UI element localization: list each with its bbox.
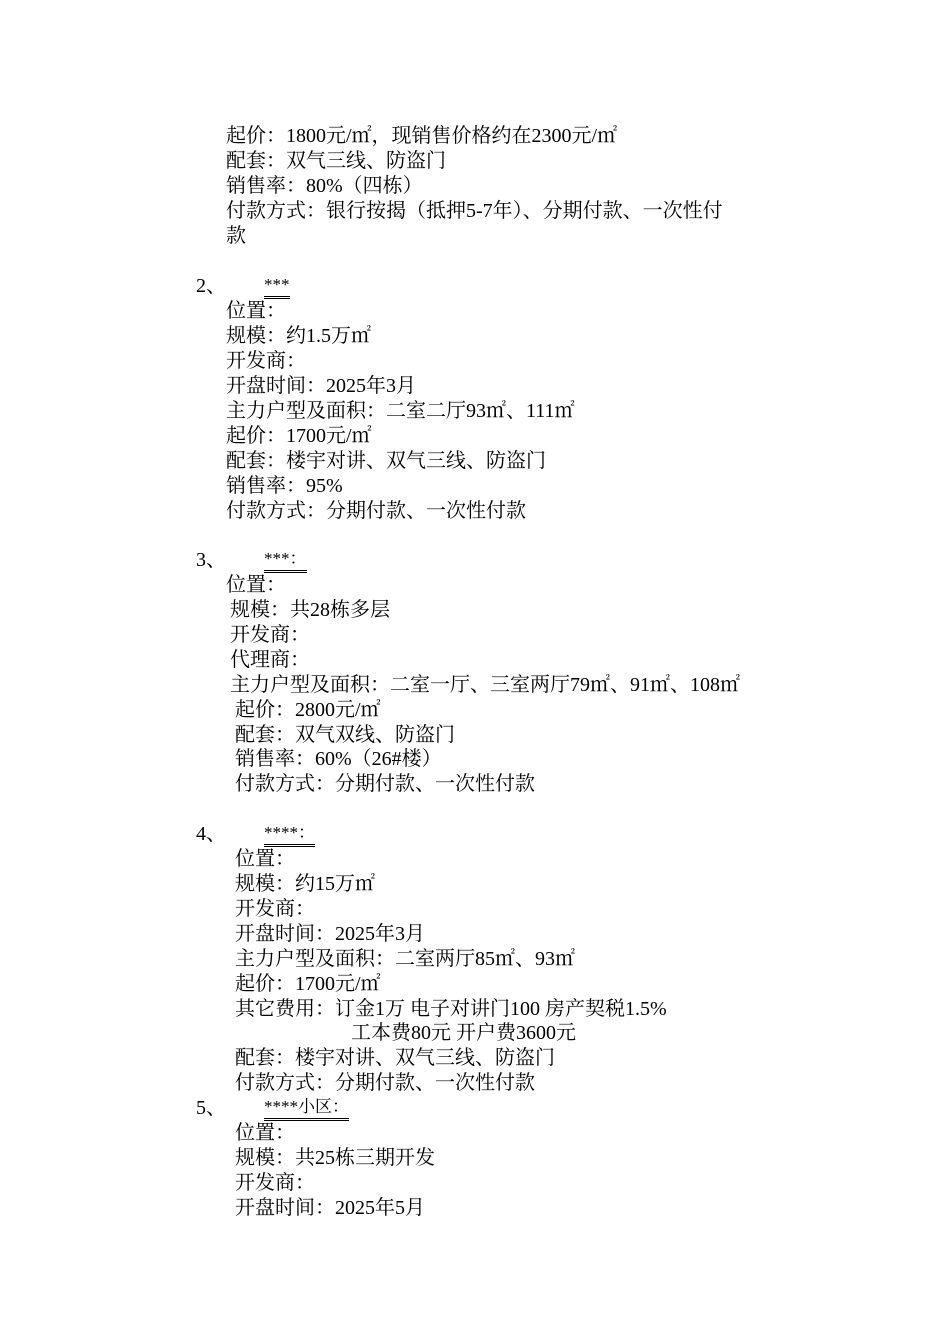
section3-facilities: 配套：双气双线、防盗门 [235, 724, 455, 746]
section5-opening: 开盘时间：2025年5月 [235, 1197, 425, 1219]
section2-developer: 开发商： [226, 350, 306, 372]
section2-unit-types: 主力户型及面积：二室二厅93㎡、111㎡ [226, 400, 575, 422]
section3-price: 起价：2800元/㎡ [235, 699, 381, 721]
section5-title: ****小区： [264, 1096, 349, 1121]
section4-opening: 开盘时间：2025年3月 [235, 923, 425, 945]
section3-number: 3、 [196, 549, 226, 571]
section2-title: *** [264, 274, 290, 299]
section1-sales-rate: 销售率：80%（四栋） [226, 175, 423, 197]
section1-payment-line2: 款 [226, 225, 246, 247]
section4-price: 起价：1700元/㎡ [235, 973, 381, 995]
section2-location: 位置： [226, 300, 286, 322]
section4-number: 4、 [196, 823, 226, 845]
section5-number: 5、 [196, 1097, 226, 1119]
section4-scale: 规模：约15万㎡ [235, 873, 375, 895]
section5-developer: 开发商： [235, 1172, 315, 1194]
section4-facilities: 配套：楼宇对讲、双气三线、防盗门 [235, 1047, 555, 1069]
section2-sales-rate: 销售率：95% [226, 475, 343, 497]
section5-scale: 规模：共25栋三期开发 [235, 1147, 435, 1169]
section4-other-fees-line1: 其它费用：订金1万 电子对讲门100 房产契税1.5% [235, 998, 667, 1020]
section2-scale: 规模：约1.5万㎡ [226, 325, 371, 347]
section2-number: 2、 [196, 275, 226, 297]
section3-developer: 开发商： [230, 624, 310, 646]
section3-title: ***： [264, 548, 307, 573]
section4-developer: 开发商： [235, 898, 315, 920]
section2-opening: 开盘时间：2025年3月 [226, 375, 416, 397]
section3-location: 位置： [226, 574, 286, 596]
section4-location: 位置： [235, 848, 295, 870]
section1-payment-line1: 付款方式：银行按揭（抵押5-7年）、分期付款、一次性付 [226, 200, 723, 222]
section2-price: 起价：1700元/㎡ [226, 425, 372, 447]
section4-title: ****： [264, 822, 315, 847]
section2-facilities: 配套：楼宇对讲、双气三线、防盗门 [226, 450, 546, 472]
section1-price: 起价：1800元/㎡，现销售价格约在2300元/㎡ [226, 125, 618, 147]
section4-payment: 付款方式：分期付款、一次性付款 [235, 1072, 535, 1094]
section3-sales-rate: 销售率：60%（26#楼） [235, 748, 442, 770]
section3-payment: 付款方式：分期付款、一次性付款 [235, 773, 535, 795]
section3-scale: 规模：共28栋多层 [230, 599, 390, 621]
section5-location: 位置： [235, 1122, 295, 1144]
section1-facilities: 配套：双气三线、防盗门 [226, 150, 446, 172]
section2-payment: 付款方式：分期付款、一次性付款 [226, 500, 526, 522]
section3-agent: 代理商： [230, 649, 310, 671]
section4-unit-types: 主力户型及面积：二室两厅85㎡、93㎡ [235, 948, 575, 970]
section3-unit-types: 主力户型及面积：二室一厅、三室两厅79㎡、91㎡、108㎡ [230, 674, 740, 696]
section4-other-fees-line2: 工本费80元 开户费3600元 [351, 1022, 576, 1044]
